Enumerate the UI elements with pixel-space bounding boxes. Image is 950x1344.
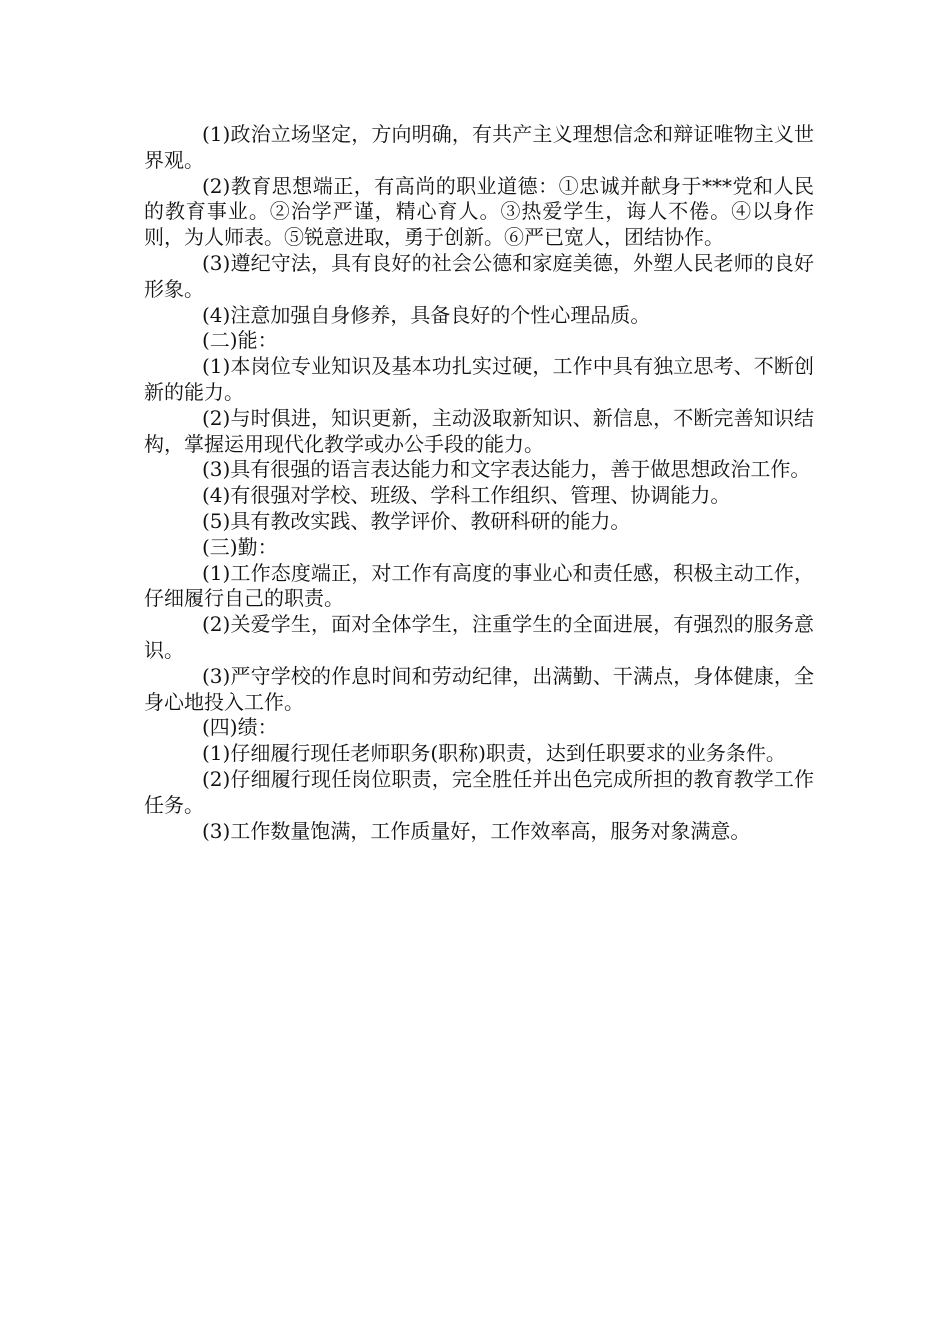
document-body xyxy=(144,122,814,844)
paragraph-7: (2)与时俱进，知识更新，主动汲取新知识、新信息，不断完善知识结构，掌握运用现代化教学或办公手段的能力。 xyxy=(144,405,814,456)
paragraph-18: (3)工作数量饱满，工作质量好，工作效率高，服务对象满意。 xyxy=(202,818,751,843)
paragraph-3: (3)遵纪守法，具有良好的社会公德和家庭美德，外塑人民老师的良好形象。 xyxy=(144,250,814,301)
section-heading-diligence: (三)勤： xyxy=(202,534,278,559)
paragraph-16: (1)仔细履行现任老师职务(职称)职责，达到任职要求的业务条件。 xyxy=(202,741,786,766)
section-heading-ability: (二)能： xyxy=(202,328,278,353)
paragraph-4: (4)注意加强自身修养，具备良好的个性心理品质。 xyxy=(202,302,651,327)
section-heading-performance: (四)绩： xyxy=(202,715,278,740)
paragraph-1: (1)政治立场坚定，方向明确，有共产主义理想信念和辩证唯物主义世界观。 xyxy=(144,122,814,172)
paragraph-12: (1)工作态度端正，对工作有高度的事业心和责任感，积极主动工作，仔细履行自己的职责。 xyxy=(144,560,814,611)
paragraph-6: (1)本岗位专业知识及基本功扎实过硬，工作中具有独立思考、不断创新的能力。 xyxy=(144,354,814,404)
paragraph-8: (3)具有很强的语言表达能力和文字表达能力，善于做思想政治工作。 xyxy=(202,457,811,482)
paragraph-2: (2)教育思想端正，有高尚的职业道德：①忠诚并献身于***党和人民的教育事业。②治学严谨，精心育人。③热爱学生，诲人不倦。④以身作则，为人师表。⑤锐意进取，勇于创新。⑥严已宽人，团结协作。 xyxy=(144,173,814,250)
paragraph-9: (4)有很强对学校、班级、学科工作组织、管理、协调能力。 xyxy=(202,483,731,508)
paragraph-17: (2)仔细履行现任岗位职责，完全胜任并出色完成所担的教育教学工作任务。 xyxy=(144,766,814,817)
paragraph-14: (3)严守学校的作息时间和劳动纪律，出满勤、干满点，身体健康，全身心地投入工作。 xyxy=(144,663,814,714)
paragraph-13: (2)关爱学生，面对全体学生，注重学生的全面进展，有强烈的服务意识。 xyxy=(144,612,814,662)
paragraph-10: (5)具有教改实践、教学评价、教研科研的能力。 xyxy=(202,508,631,533)
